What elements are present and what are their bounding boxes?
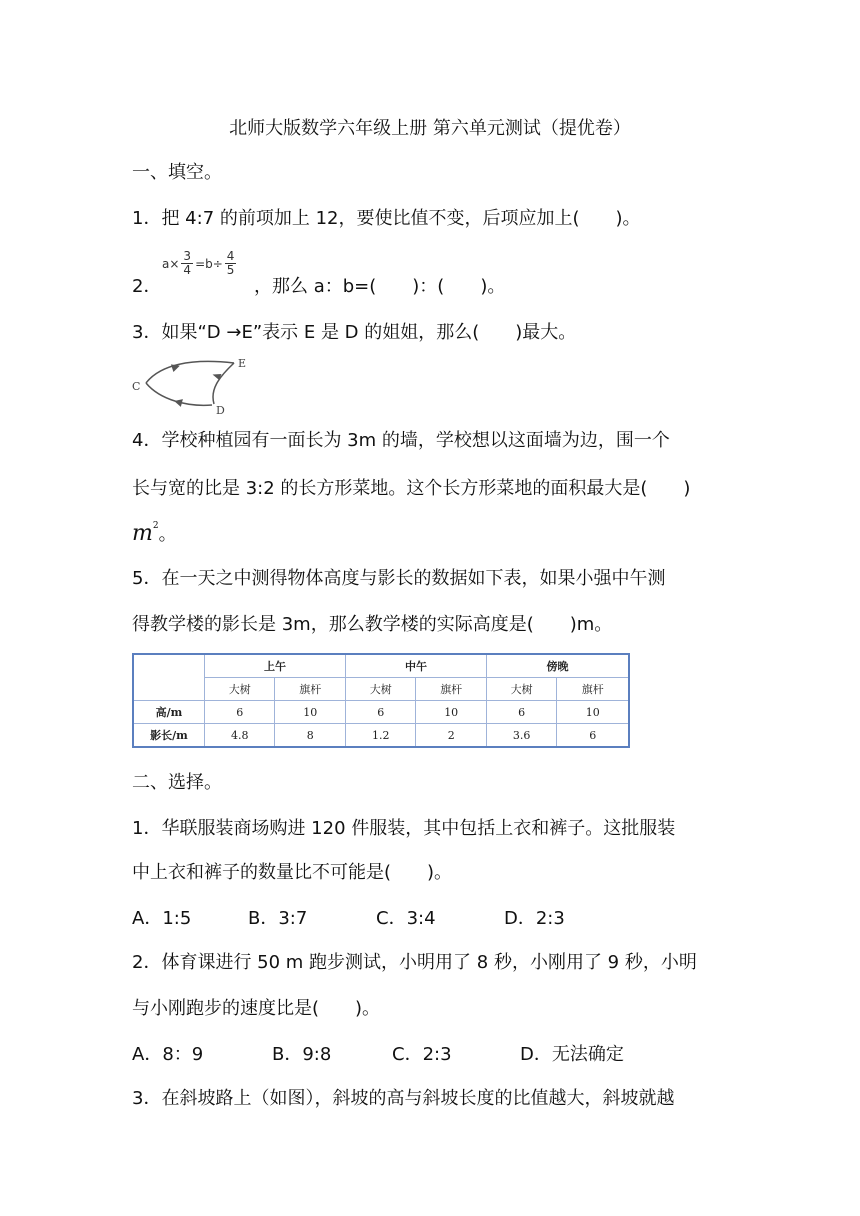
fraction-3-4: $\frac{3}{4}$ <box>183 249 192 277</box>
period-morning: 上午 <box>205 654 346 678</box>
question-5-line-1: 5．在一天之中测得物体高度与影长的数据如下表，如果小强中午测 <box>132 568 666 589</box>
table-cell: 6 <box>486 701 556 724</box>
diagram-label-c: C <box>132 380 141 393</box>
question-3: 3．如果“D →E”表示 E 是 D 的姐姐，那么( )最大。 <box>132 322 577 343</box>
choice-2-line-2: 与小刚跑步的速度比是( )。 <box>132 998 381 1019</box>
question-5-line-2: 得教学楼的影长是 3m，那么教学楼的实际高度是( )m。 <box>132 614 613 635</box>
choice-2-option-d: D．无法确定 <box>520 1044 624 1065</box>
period-noon: 中午 <box>345 654 486 678</box>
table-header-objects <box>133 678 629 701</box>
question-2-text: ，那么 a：b=( )：( )。 <box>254 276 506 297</box>
formula-a: a× <box>162 256 180 271</box>
object-cell: 旗杆 <box>275 678 345 701</box>
choice-3-line-1: 3．在斜坡路上（如图），斜坡的高与斜坡长度的比值越大，斜坡就越 <box>132 1088 675 1109</box>
section-choice: 二、选择。 <box>132 772 222 793</box>
object-cell: 大树 <box>205 678 275 701</box>
object-cell: 大树 <box>486 678 556 701</box>
section-fill-blank: 一、填空。 <box>132 162 222 183</box>
table-cell: 10 <box>416 701 486 724</box>
page-title: 北师大版数学六年级上册 第六单元测试（提优卷） <box>229 118 631 139</box>
object-cell: 旗杆 <box>557 678 629 701</box>
fraction-4-5: $\frac{4}{5}$ <box>226 249 235 277</box>
choice-1-option-d: D．2:3 <box>504 908 565 929</box>
table-cell: 6 <box>345 701 415 724</box>
family-arrow-diagram <box>130 350 255 420</box>
question-4-line-2: 长与宽的比是 3:2 的长方形菜地。这个长方形菜地的面积最大是( ) <box>132 478 691 499</box>
table-header-periods <box>133 654 629 678</box>
choice-1-line-1: 1．华联服装商场购进 120 件服装，其中包括上衣和裤子。这批服装 <box>132 818 676 839</box>
period-evening: 傍晚 <box>486 654 629 678</box>
table-cell: 8 <box>275 724 345 748</box>
table-cell: 3.6 <box>486 724 556 748</box>
object-cell: 旗杆 <box>416 678 486 701</box>
table-cell: 2 <box>416 724 486 748</box>
table-cell: 10 <box>557 701 629 724</box>
diagram-label-e: E <box>238 357 247 370</box>
table-row-shadow <box>133 724 629 748</box>
formula-mid: =b÷ <box>195 256 223 271</box>
table-row-height <box>133 701 629 724</box>
choice-1-option-c: C．3:4 <box>376 908 436 929</box>
object-cell: 大树 <box>345 678 415 701</box>
choice-2-option-a: A．8：9 <box>132 1044 204 1065</box>
table-cell: 6 <box>205 701 275 724</box>
table-cell: 1.2 <box>345 724 415 748</box>
row-label: 高/m <box>133 701 205 724</box>
choice-1-line-2: 中上衣和裤子的数量比不可能是( )。 <box>132 862 453 883</box>
choice-2-option-c: C．2:3 <box>392 1044 452 1065</box>
table-cell: 10 <box>275 701 345 724</box>
question-2-formula <box>162 250 238 277</box>
table-cell: 4.8 <box>205 724 275 748</box>
question-4-line-1: 4．学校种植园有一面长为 3m 的墙，学校想以这面墙为边，围一个 <box>132 430 670 451</box>
question-1: 1．把 4:7 的前项加上 12，要使比值不变，后项应加上( )。 <box>132 208 641 229</box>
diagram-label-d: D <box>216 404 225 417</box>
row-label: 影长/m <box>133 724 205 748</box>
question-4-unit: $m^2$。 <box>132 521 177 546</box>
choice-2-line-1: 2．体育课进行 50 m 跑步测试，小明用了 8 秒，小刚用了 9 秒，小明 <box>132 952 697 973</box>
choice-2-option-b: B．9:8 <box>272 1044 332 1065</box>
choice-1-option-a: A．1:5 <box>132 908 192 929</box>
table-cell: 6 <box>557 724 629 748</box>
height-shadow-table <box>132 653 630 748</box>
question-2-number: 2． <box>132 276 162 297</box>
choice-1-option-b: B．3:7 <box>248 908 308 929</box>
